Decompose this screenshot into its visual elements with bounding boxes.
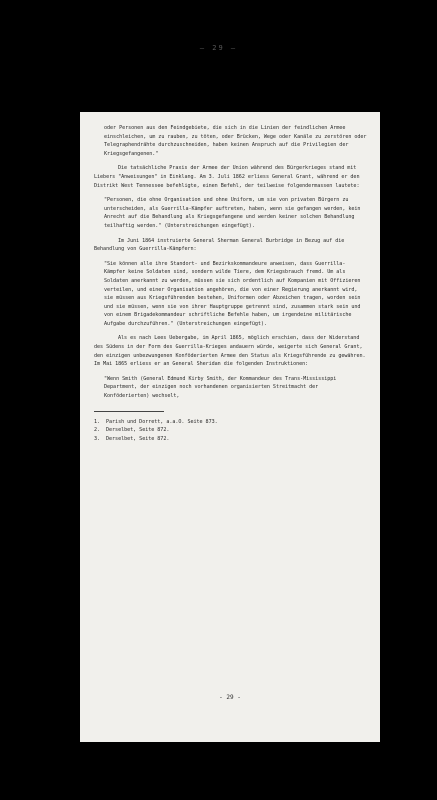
body-paragraph: Die tatsächliche Praxis der Armee der Union während des Bürgerkrieges stand mit Liebers "Anweisungen" in Einklang. Am 3. Juli 1862 erliess General Grant, während er den Distrikt West Tennessee befehligte, einen Befehl, der teilweise folgendermassen lautete: [94, 165, 360, 189]
footnote-item [94, 426, 370, 435]
footnote-number: 2. [94, 427, 101, 434]
block-quote: "Personen, die ohne Organisation und ohne Uniform, um sie von privaten Bürgern zu unterscheiden, als Guerrilla-Kämpfer auftreten, haben, wenn sie gefangen werden, kein Anrecht auf die Behandlung als Kriegsgefangene und werden keiner solchen Behandlung teilhaftig werden." (Unterstreichungen eingefügt). [104, 197, 361, 229]
footnote-text: Derselbet, Seite 872. [106, 427, 170, 434]
block-quote: "Sie können alle ihre Standort- und Bezirkskommandeure anweisen, dass Guerrilla-Kämpfer keine Soldaten sind, sondern wilde Tiere, dem Kriegsbrauch fremd. Um als Soldaten anerkannt zu werden, müssen sie sich ordentlich auf Kompanien mit Offizieren verteilen, und einer Organisation angehören, die von einer Regierung anerkannt wird, sie müssen aus Kriegsführenden bestehen, Uniformen oder Abzeichen tragen, worden sein und sie müssen, wenn sie von ihrer Hauptgruppe getrennt sind, zusammen stark sein und von einem Brigadekommandeur schriftliche Befehle haben, um irgendeine militärische Aufgabe durchzuführen." (Unterstreichungen eingefügt). [104, 260, 361, 327]
body-paragraph: Als es nach Lees Uebergabe, im April 1865, möglich erschien, dass der Widerstand des Südens in der Form des Guerrilla-Krieges andauern würde, weigerte sich General Grant, den einzigen unbezwungenen Konföderierten Armee den Status als Kriegsführende zu gewähren. Im Mai 1865 erliess er an General Sheridan die folgenden Instruktionen: [94, 335, 366, 368]
footnote-divider [94, 411, 164, 412]
footnote-number: 3. [94, 435, 101, 442]
footnote-number: 1. [94, 418, 101, 425]
footnote-text: Derselbet, Seite 872. [106, 435, 170, 442]
footnotes [94, 418, 370, 444]
footnote-item [94, 418, 370, 427]
block-quote: "Wenn Smith (General Edmund Kirby Smith, der Kommandeur des Trans-Mississippi Department, der einzigen noch vorhandenen organisierten Streitmacht der Konföderierten) wechselt, [104, 375, 337, 400]
quote-continuation: oder Personen aus den Feindgebiete, die sich in die Linien der feindlichen Armee einschleichen, um zu rauben, zu töten, oder Brücken, Wege oder Kanäle zu zerstören oder Telegraphendrähte durchzuschneiden, haben keinen Anspruch auf die Privilegien der Kriegsgefangenen." [104, 125, 367, 157]
document-page [80, 112, 380, 742]
footnote-item [94, 435, 370, 444]
page-body [94, 124, 370, 443]
page-header-mark: — 29 — [199, 44, 238, 52]
body-paragraph: Im Juni 1864 instruierte General Sherman General Burbridge in Bezug auf die Behandlung von Guerrilla-Kämpfern: [94, 237, 345, 253]
page-number: - 29 - [219, 694, 241, 701]
footnote-text: Parish und Dorrett, a.a.O. Seite 873. [106, 418, 218, 425]
